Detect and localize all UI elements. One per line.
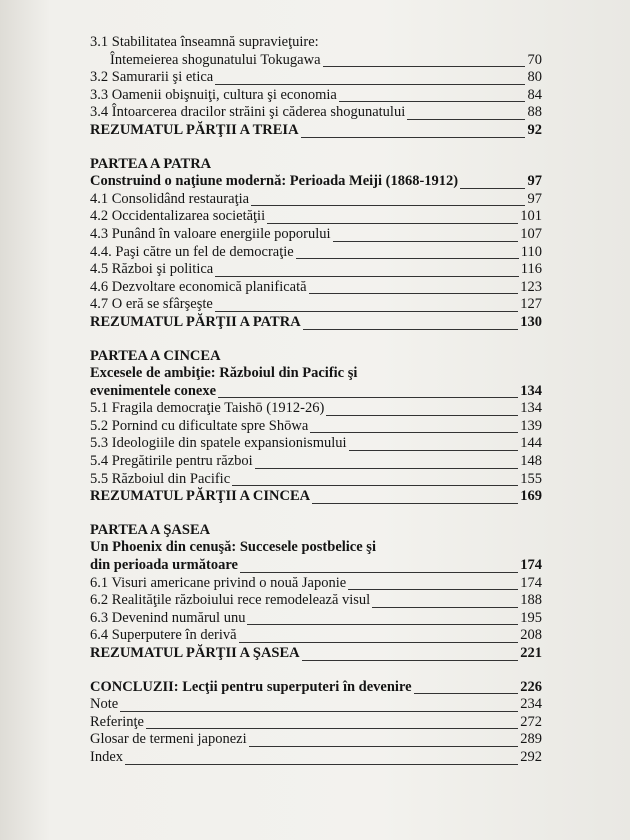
toc-entry-title: 6.3 Devenind numărul unu	[90, 609, 246, 626]
toc-leader-line	[251, 205, 525, 206]
toc-entry	[90, 365, 542, 383]
toc-leader-line	[146, 728, 518, 729]
toc-leader-line	[120, 711, 518, 712]
toc-page-number: 84	[527, 86, 542, 103]
toc-entry	[90, 749, 542, 767]
toc-entry	[90, 575, 542, 593]
toc-entry-title: 4.1 Consolidând restauraţia	[90, 190, 250, 207]
toc-entry	[90, 696, 542, 714]
toc-leader-line	[348, 589, 518, 590]
toc-entry-title: 5.1 Fragila democraţie Taishō (1912-26)	[90, 400, 325, 417]
toc-entry	[90, 731, 542, 749]
toc-page-number: 188	[520, 592, 542, 609]
spacer	[90, 663, 542, 679]
toc-entry-title: 6.4 Superputere în derivă	[90, 627, 237, 644]
toc-entry	[90, 87, 542, 105]
toc-page-number: 110	[520, 243, 542, 260]
toc-entry-title: 3.2 Samurarii şi etica	[90, 69, 214, 86]
toc-entry-title: 5.3 Ideologiile din spatele expansionismului	[90, 435, 347, 452]
toc-leader-line	[215, 311, 518, 312]
toc-leader-line	[349, 450, 518, 451]
toc-entry-title: Un Phoenix din cenuşă: Succesele postbelice şi	[90, 539, 376, 556]
toc-entry-title: 4.2 Occidentalizarea societăţii	[90, 208, 266, 225]
toc-page-number: 289	[520, 731, 542, 748]
toc-leader-line	[460, 188, 525, 189]
toc-leader-line	[301, 137, 525, 138]
toc-leader-line	[267, 223, 518, 224]
toc-page-number: 195	[520, 609, 542, 626]
toc-page-number: 127	[520, 296, 542, 313]
toc-page-number: 97	[527, 173, 542, 190]
toc-entry	[90, 279, 542, 297]
toc-entry-title: 3.1 Stabilitatea înseamnă supravieţuire:	[90, 34, 319, 50]
toc-entry	[90, 191, 542, 209]
toc-page-number: 70	[527, 51, 542, 68]
toc-entry	[90, 122, 542, 140]
toc-page-number: 123	[520, 278, 542, 295]
toc-leader-line	[215, 276, 519, 277]
toc-entry-title: REZUMATUL PĂRŢII A PATRA	[90, 313, 301, 330]
toc-leader-line	[249, 746, 518, 747]
toc-entry-title: Glosar de termeni japonezi	[90, 731, 247, 748]
toc-leader-line	[218, 397, 518, 398]
toc-leader-line	[303, 329, 518, 330]
toc-entry-title: 3.4 Întoarcerea dracilor străini şi căderea shogunatului	[90, 104, 406, 121]
toc-entry-title: CONCLUZII: Lecţii pentru superputeri în devenire	[90, 678, 412, 695]
toc-entry	[90, 592, 542, 610]
toc-page-number: 97	[527, 190, 542, 207]
toc-page-number: 208	[520, 627, 542, 644]
toc-entry	[90, 69, 542, 87]
toc-page-number: 134	[520, 400, 542, 417]
toc-entry	[90, 418, 542, 436]
toc-entry	[90, 539, 542, 557]
toc-entry	[90, 679, 542, 697]
toc-entry	[90, 173, 542, 191]
toc-leader-line	[125, 764, 518, 765]
toc-entry-title: 5.5 Războiul din Pacific	[90, 470, 231, 487]
toc-leader-line	[215, 84, 525, 85]
toc-entry	[90, 557, 542, 575]
toc-leader-line	[414, 693, 518, 694]
toc-leader-line	[407, 119, 525, 120]
toc-page-number: 80	[527, 69, 542, 86]
part-heading: PARTEA A PATRA	[90, 155, 212, 172]
toc-entry	[90, 488, 542, 506]
toc-entry-title: 4.7 O eră se sfârşeşte	[90, 296, 213, 313]
toc-page-number: 174	[520, 574, 542, 591]
toc-leader-line	[333, 241, 518, 242]
toc-page-number: 134	[520, 382, 542, 399]
toc-leader-line	[240, 572, 518, 573]
toc-entry-title: Index	[90, 748, 124, 765]
toc-page-number: 234	[520, 696, 542, 713]
toc-entry-title: din perioada următoare	[90, 557, 238, 574]
toc-entry-title: 4.6 Dezvoltare economică planificată	[90, 278, 307, 295]
toc-page-number: 144	[520, 435, 542, 452]
toc-entry	[90, 261, 542, 279]
toc-entry	[90, 627, 542, 645]
toc-page-number: 139	[520, 417, 542, 434]
toc-entry	[90, 34, 542, 52]
toc-entry-title: 3.3 Oamenii obişnuiţi, cultura şi economia	[90, 86, 337, 103]
toc-leader-line	[309, 293, 518, 294]
toc-page-number: 92	[527, 121, 542, 138]
spacer	[90, 140, 542, 156]
toc-entry	[90, 244, 542, 262]
table-of-contents	[90, 34, 542, 767]
toc-entry-title: Referinţe	[90, 713, 144, 730]
toc-page-number: 272	[520, 713, 542, 730]
toc-entry-title: 6.1 Visuri americane privind o nouă Japonie	[90, 574, 347, 591]
toc-entry	[90, 610, 542, 628]
toc-entry-title: 4.4. Paşi către un fel de democraţie	[90, 243, 294, 260]
toc-entry-title: Construind o naţiune modernă: Perioada Meiji (1868-1912)	[90, 173, 459, 190]
toc-entry	[90, 400, 542, 418]
toc-leader-line	[312, 503, 518, 504]
toc-leader-line	[310, 432, 518, 433]
part-heading: PARTEA A ŞASEA	[90, 521, 211, 538]
toc-entry	[90, 645, 542, 663]
toc-entry-title: REZUMATUL PĂRŢII A TREIA	[90, 121, 299, 138]
toc-leader-line	[323, 66, 525, 67]
toc-entry-title: evenimentele conexe	[90, 382, 217, 399]
toc-page-number: 101	[520, 208, 542, 225]
toc-entry	[90, 314, 542, 332]
toc-entry-title: 4.5 Război şi politica	[90, 261, 214, 278]
toc-page-number: 226	[520, 678, 542, 695]
toc-entry-title: Excesele de ambiţie: Războiul din Pacific şi	[90, 365, 358, 382]
toc-entry	[90, 296, 542, 314]
toc-entry-title: REZUMATUL PĂRŢII A CINCEA	[90, 488, 311, 505]
toc-page-number: 116	[520, 261, 542, 278]
toc-entry	[90, 383, 542, 401]
toc-leader-line	[302, 660, 518, 661]
toc-page-number: 107	[520, 225, 542, 242]
toc-leader-line	[339, 101, 525, 102]
spacer	[90, 332, 542, 348]
toc-entry	[90, 52, 542, 70]
toc-entry	[90, 104, 542, 122]
toc-page-number: 292	[520, 748, 542, 765]
toc-entry	[90, 471, 542, 489]
toc-leader-line	[372, 607, 518, 608]
toc-entry-title: 4.3 Punând în valoare energiile poporului	[90, 225, 331, 242]
toc-entry	[90, 453, 542, 471]
toc-entry-title: REZUMATUL PĂRŢII A ŞASEA	[90, 645, 300, 661]
toc-page-number: 155	[520, 470, 542, 487]
toc-entry	[90, 208, 542, 226]
toc-leader-line	[296, 258, 519, 259]
part-heading: PARTEA A CINCEA	[90, 347, 221, 364]
toc-entry	[90, 226, 542, 244]
toc-entry-title: Întemeierea shogunatului Tokugawa	[110, 51, 321, 68]
toc-entry-title: 5.2 Pornind cu dificultate spre Shōwa	[90, 417, 309, 434]
toc-leader-line	[255, 468, 518, 469]
toc-page-number: 88	[527, 104, 542, 121]
toc-page-number: 169	[520, 488, 542, 505]
toc-entry-title: Note	[90, 696, 119, 713]
toc-entry	[90, 435, 542, 453]
toc-page-number: 221	[520, 645, 542, 661]
toc-entry	[90, 714, 542, 732]
toc-page-number: 174	[520, 557, 542, 574]
toc-leader-line	[239, 642, 518, 643]
toc-entry-title: 6.2 Realităţile războiului rece remodelează visul	[90, 592, 371, 609]
toc-leader-line	[247, 624, 518, 625]
toc-leader-line	[232, 485, 518, 486]
toc-page-number: 130	[520, 313, 542, 330]
toc-page-number: 148	[520, 453, 542, 470]
spacer	[90, 506, 542, 522]
toc-entry-title: 5.4 Pregătirile pentru război	[90, 453, 253, 470]
toc-leader-line	[326, 415, 518, 416]
